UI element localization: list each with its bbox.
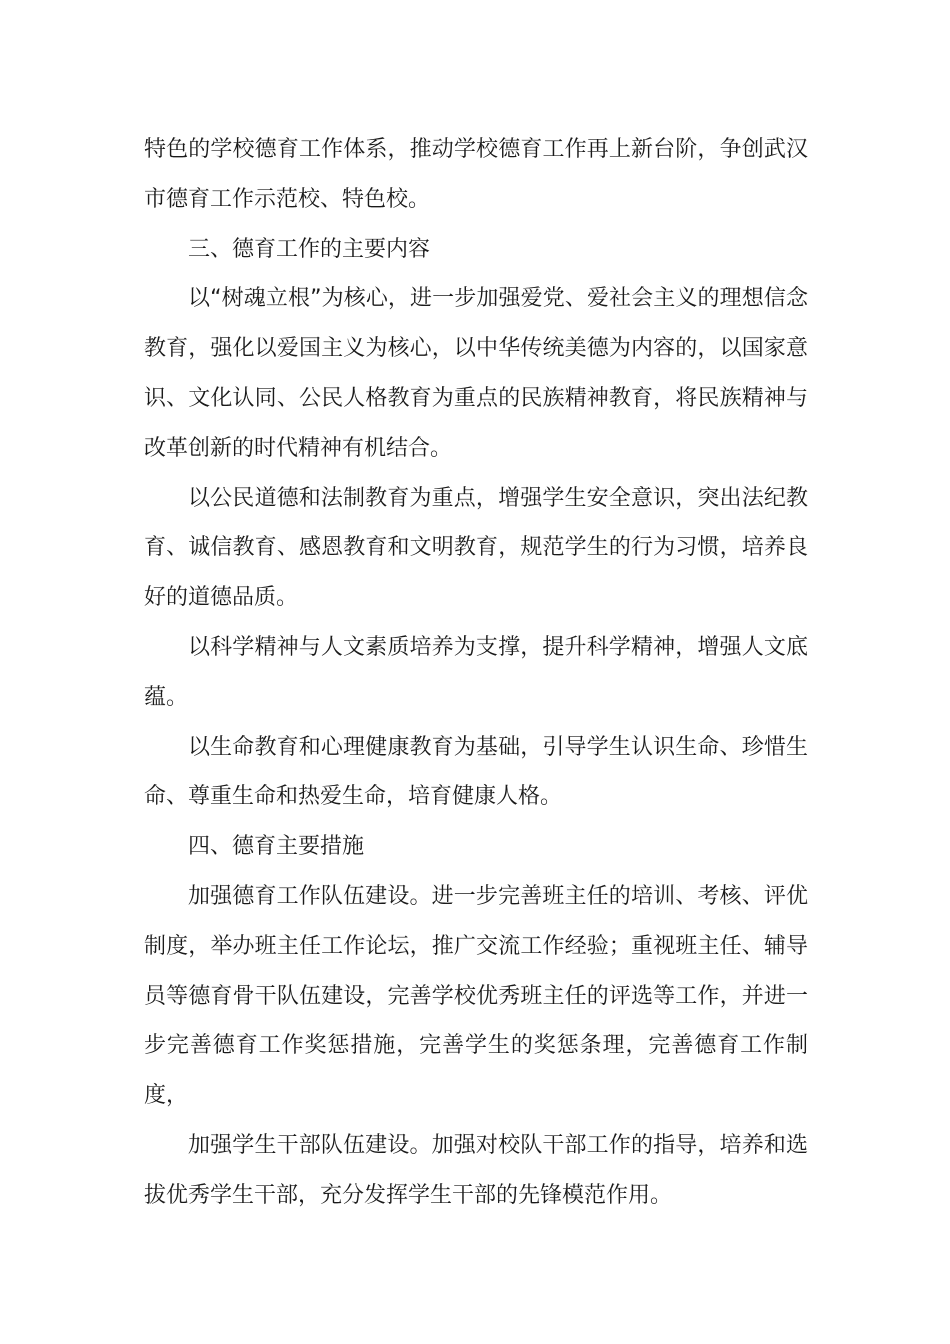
paragraph-science-humanities: 以科学精神与人文素质培养为支撑，提升科学精神，增强人文底蕴。 [144,634,808,710]
section-heading-measures: 四、德育主要措施 [188,834,365,860]
document-body [144,125,808,1221]
paragraph-core-values: 以“树魂立根”为核心，进一步加强爱党、爱社会主义的理想信念教育，强化以爱国主义为核心，以中华传统美德为内容的，以国家意识、文化认同、公民人格教育为重点的民族精神教育，将民族精神与改革创新的时代精神有机结合。 [144,286,808,461]
section-heading-main-content: 三、德育工作的主要内容 [188,236,431,262]
paragraph-student-cadre: 加强学生干部队伍建设。加强对校队干部工作的指导，培养和选拔优秀学生干部，充分发挥学生干部的先锋模范作用。 [144,1132,808,1208]
paragraph-life-mental-health: 以生命教育和心理健康教育为基础，引导学生认识生命、珍惜生命、尊重生命和热爱生命，培育健康人格。 [144,734,808,810]
paragraph-teacher-team: 加强德育工作队伍建设。进一步完善班主任的培训、考核、评优制度，举办班主任工作论坛，推广交流工作经验；重视班主任、辅导员等德育骨干队伍建设，完善学校优秀班主任的评选等工作，并进一步完善德育工作奖惩措施，完善学生的奖惩条理，完善德育工作制度， [144,883,808,1109]
paragraph-civic-legal-education: 以公民道德和法制教育为重点，增强学生安全意识，突出法纪教育、诚信教育、感恩教育和文明教育，规范学生的行为习惯，培养良好的道德品质。 [144,485,808,611]
paragraph-continued-intro: 特色的学校德育工作体系，推动学校德育工作再上新台阶，争创武汉市德育工作示范校、特色校。 [144,137,808,212]
